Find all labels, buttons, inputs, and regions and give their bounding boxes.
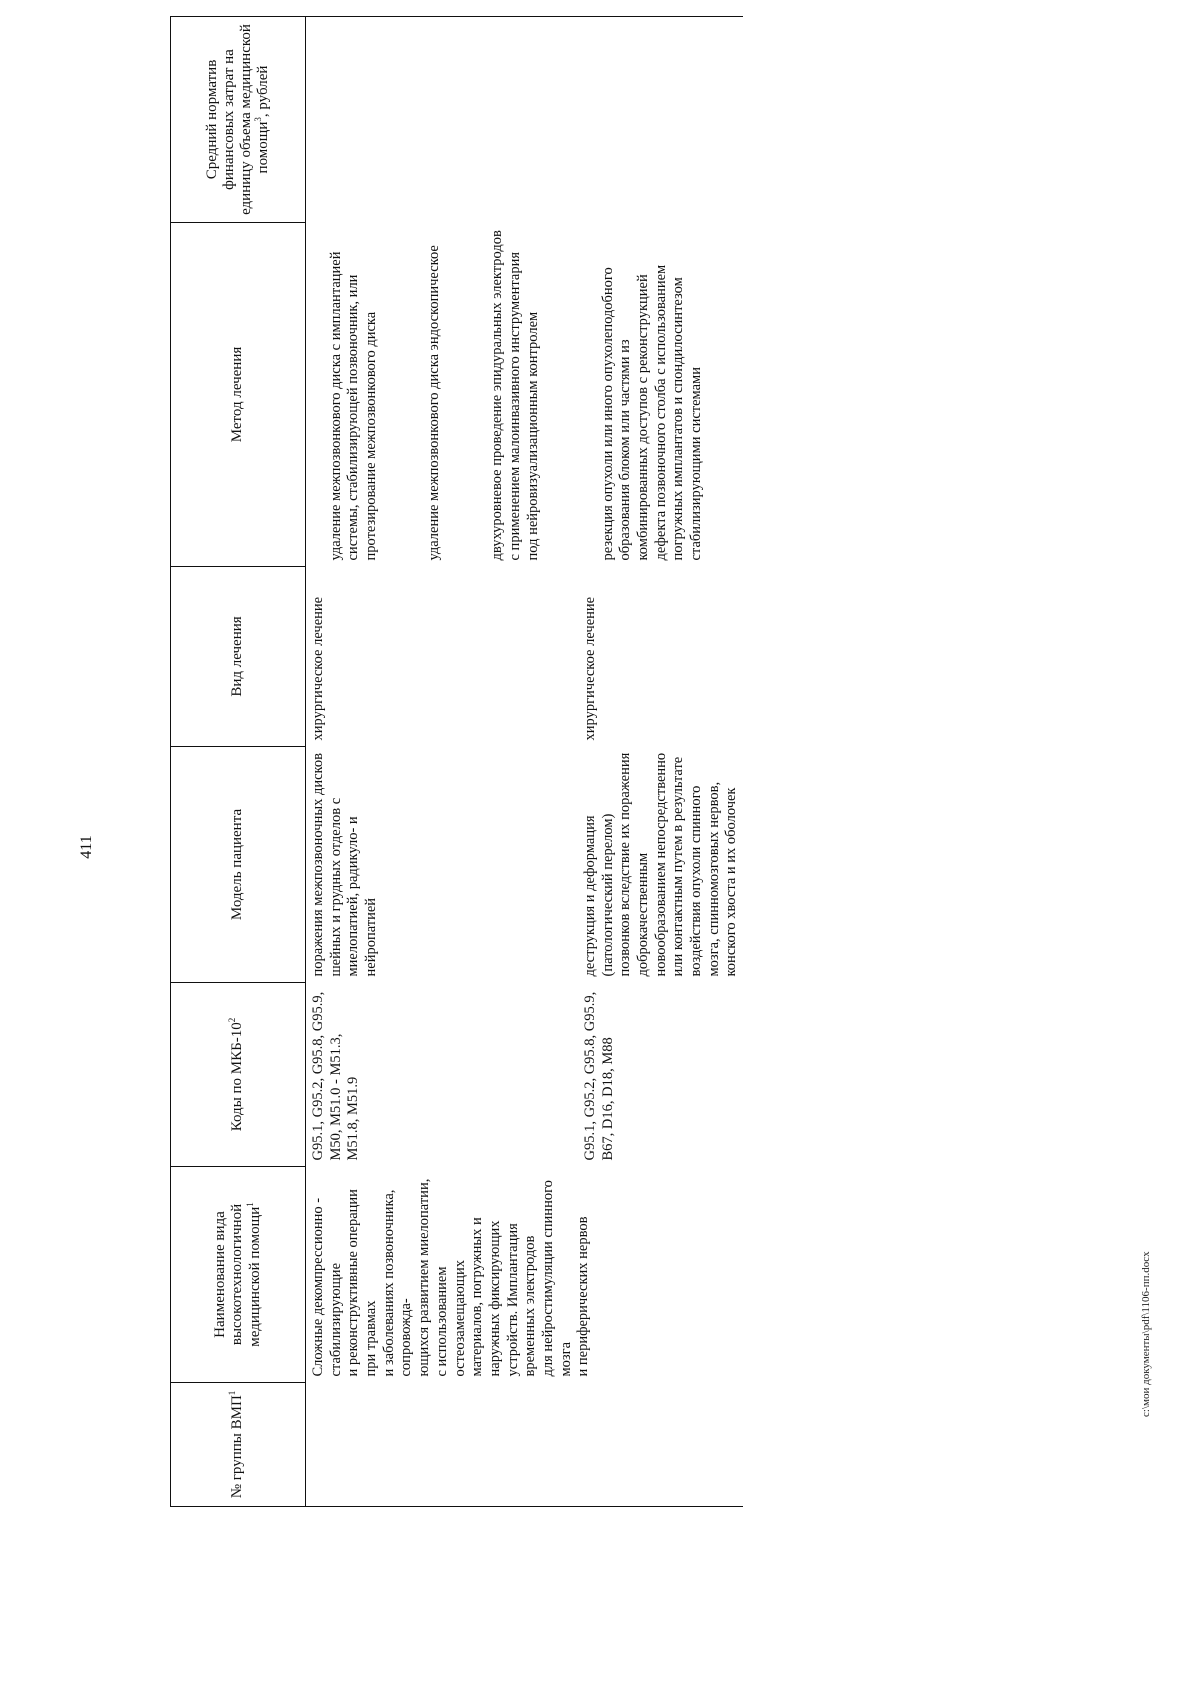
table-row bbox=[306, 17, 578, 1507]
header-treatment-method: Метод лечения bbox=[171, 223, 306, 567]
cost-cell bbox=[306, 17, 744, 223]
group-number-cell bbox=[306, 1383, 744, 1507]
method-item: двухуровневое проведение эпидуральных электродов с применением малоинвазивного инструментария под нейровизуализационным контролем bbox=[489, 230, 541, 561]
header-cost-standard: Средний норматив финансовых затрат на единицу объема медицинской помощи$^3$, рублей bbox=[171, 17, 306, 223]
header-group-number: № группы ВМП$^1$ bbox=[171, 1383, 306, 1507]
patient-model-cell: деструкция и деформация (патологический перелом) позвонков вследствие их поражения доброкачественным новообразованием непосредственно или контактным путем в результате воздействия опухоли спинного мозга, спинномозговых нервов, конского хвоста и их оболочек bbox=[581, 752, 740, 977]
vmp-table bbox=[170, 16, 743, 1507]
icd-codes-cell: G95.1, G95.2, G95.8, G95.9, B67, D16, D18, M88 bbox=[581, 991, 616, 1161]
treatment-type-cell: хирургическое лечение bbox=[581, 596, 598, 741]
treatment-method-cell bbox=[578, 223, 743, 567]
table-header-row bbox=[171, 17, 306, 1507]
header-icd-codes: Коды по МКБ-$10^2$ bbox=[171, 983, 306, 1167]
header-vmp-name: Наименование вида высокотехнологичной медицинской помощи$^1$ bbox=[171, 1167, 306, 1383]
header-treatment-type: Вид лечения bbox=[171, 567, 306, 747]
page-number: 411 bbox=[78, 835, 95, 859]
group-name-cell: Сложные декомпрессионно - стабилизирующие и реконструктивные операции при травмах и заболеваниях позвоночника, сопровожда- ющихся развитием миелопатии, с использованием остеозамещающих материалов, погружных и наружных фиксирующих устройств. Имплантация временных электродов для нейростимуляции спинного мозга и периферических нервов bbox=[310, 1178, 592, 1377]
treatment-type-cell: хирургическое лечение bbox=[310, 596, 326, 741]
method-item: резекция опухоли или иного опухолеподобного образования блоком или частями из комбинированных доступов с реконструкцией дефекта позвоночного столба с использованием погружных имплантатов и спондилосинтезом стабилизирующими системами bbox=[599, 264, 705, 561]
method-item: удаление межпозвонкового диска с имплантацией системы, стабилизирующей позвоночник, или протезирование межпозвонкового диска bbox=[327, 251, 380, 561]
icd-codes-cell: G95.1, G95.2, G95.8, G95.9, M50, M51.0 - M51.3, M51.8, M51.9 bbox=[310, 991, 362, 1161]
footer-file-path: c:\мои документы\pdf\1106-пп.docx bbox=[1140, 1251, 1152, 1417]
method-item: удаление межпозвонкового диска эндоскопическое bbox=[426, 245, 443, 561]
treatment-method-cell bbox=[306, 223, 578, 567]
header-patient-model: Модель пациента bbox=[171, 747, 306, 983]
patient-model-cell: поражения межпозвоночных дисков шейных и грудных отделов с миелопатией, радикуло- и нейропатией bbox=[310, 753, 380, 977]
